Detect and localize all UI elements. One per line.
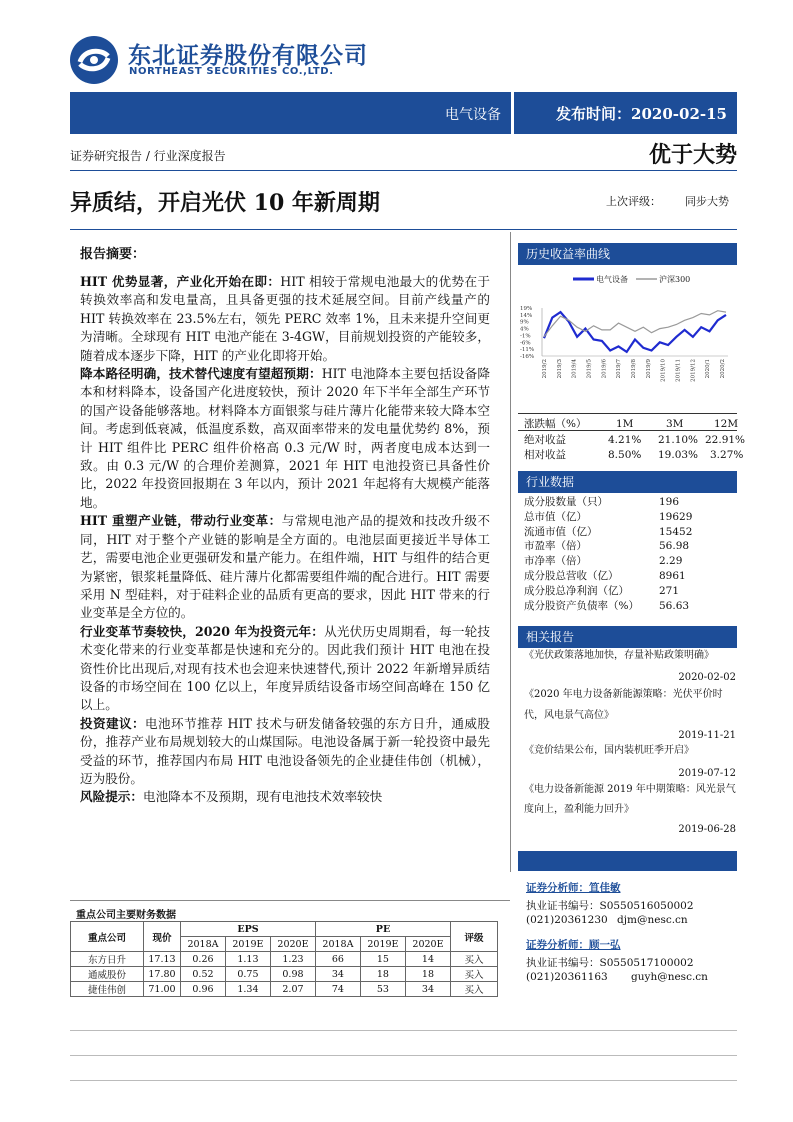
industry-data-row	[524, 495, 734, 510]
returns-col: 3M	[666, 418, 684, 430]
industry-data-heading: 行业数据	[518, 471, 737, 493]
returns-cell: 3.27%	[710, 449, 744, 461]
analyst-label: 证券分析师：	[526, 882, 589, 894]
y-tick-label: 9%	[520, 319, 529, 326]
x-tick-label: 2019/6	[601, 359, 608, 379]
analyst-label: 证券分析师：	[526, 939, 589, 951]
table-cell: 东方日升	[71, 952, 144, 967]
year-cell: 2019E	[360, 937, 405, 952]
kv-value: 271	[659, 584, 680, 597]
returns-cell: 19.03%	[658, 449, 699, 461]
table-cell: 买入	[451, 952, 498, 967]
abstract-paragraph	[80, 715, 490, 789]
table-row	[71, 967, 498, 982]
return-chart	[518, 268, 737, 401]
analyst-cert: 执业证书编号：S0550516050002	[526, 900, 694, 912]
table-cell: 通威股份	[71, 967, 144, 982]
table-cell: 0.98	[270, 967, 315, 982]
kv-value: 19629	[659, 510, 693, 523]
table-cell: 1.13	[225, 952, 270, 967]
abstract-paragraph	[80, 365, 490, 512]
related-report-link[interactable]: 《竞价结果公布，国内装机旺季开启》	[524, 745, 694, 756]
y-tick-label: -11%	[520, 347, 535, 354]
table-cell: 34	[315, 967, 360, 982]
table-cell: 0.75	[225, 967, 270, 982]
industry-data-row	[524, 554, 734, 569]
sector-label: 电气设备	[445, 107, 501, 123]
analyst-2	[526, 937, 621, 952]
industry-data-row	[524, 569, 734, 584]
year-cell: 2020E	[270, 937, 315, 952]
analyst-contact	[526, 971, 708, 983]
rating: 优于大势	[648, 142, 737, 168]
analyst-name[interactable]: 笪佳敏	[589, 882, 621, 894]
table-cell: 17.13	[144, 952, 181, 967]
paragraph-lead: 风险提示：	[80, 789, 143, 805]
kv-value: 2.29	[659, 555, 683, 568]
table-cell: 34	[405, 982, 450, 997]
company-logo-icon	[70, 36, 118, 84]
kv-key: 总市值（亿）	[524, 510, 587, 523]
divider	[70, 1055, 737, 1056]
table-cell: 买入	[451, 967, 498, 982]
returns-cell: 21.10%	[658, 434, 699, 446]
returns-header	[524, 417, 739, 431]
paragraph-lead: 降本路径明确，技术替代速度有望超预期：	[80, 366, 322, 382]
paragraph-lead: 投资建议：	[80, 715, 146, 731]
return-chart-svg	[518, 268, 737, 401]
previous-rating-label: 上次评级：	[606, 195, 661, 208]
table-cell: 53	[360, 982, 405, 997]
table-cell: 捷佳伟创	[71, 982, 144, 997]
kv-value: 15452	[659, 525, 693, 538]
previous-rating-value: 同步大势	[685, 195, 729, 208]
abstract-heading: 报告摘要：	[80, 247, 146, 262]
financials-title: 重点公司主要财务数据	[76, 910, 176, 921]
abstract-paragraph	[80, 623, 490, 715]
kv-value: 56.63	[659, 599, 690, 612]
returns-row	[524, 448, 744, 462]
year-cell: 2018A	[181, 937, 226, 952]
returns-cell: 4.21%	[608, 434, 642, 446]
table-cell: 17.80	[144, 967, 181, 982]
kv-key: 成分股总净利润（亿）	[524, 584, 629, 597]
kv-value: 8961	[659, 570, 686, 582]
legend-label: 电气设备	[596, 275, 628, 284]
returns-col: 12M	[714, 418, 739, 430]
financials-table	[70, 921, 498, 997]
kv-key: 成分股资产负债率（%）	[524, 599, 639, 612]
related-report-date: 2020-02-02	[678, 672, 736, 683]
year-cell: 2019E	[225, 937, 270, 952]
table-cell: 15	[360, 952, 405, 967]
returns-row	[524, 433, 746, 447]
paragraph-lead: HIT 优势显著，产业化开始在即：	[80, 274, 281, 289]
returns-col: 1M	[616, 418, 634, 430]
paragraph-text: HIT 相较于常规电池最大的优势在于转换效率高和发电量高，且具备更强的技术延展空间。目前产线量产的 HIT 转换效率在 23.5%左右，领先 PERC 效率 1%，且未来提升空间更为清晰。全球现有 HIT 电池产能在 3-4GW，目前规划投资的产能较多，随着成本逐步下降，HIT 的产业化即将开始。	[80, 274, 490, 363]
industry-data-row	[524, 525, 734, 540]
table-cell: 14	[405, 952, 450, 967]
industry-data-row	[524, 510, 734, 525]
divider	[518, 430, 737, 431]
returns-col: 涨跌幅（%）	[524, 418, 587, 430]
y-tick-label: 19%	[520, 306, 533, 312]
analyst-contact	[526, 914, 688, 926]
kv-key: 成分股数量（只）	[524, 496, 608, 508]
chart-heading: 历史收益率曲线	[518, 243, 737, 265]
paragraph-text: 电池环节推荐 HIT 技术与研发储备较强的东方日升，通威股份，推荐产业布局规划较大的山煤国际。电池设备属于新一轮投资中最先受益的环节，推荐国内布局 HIT 电池设备领先的企业捷佳伟创（机械），迈为股份。	[80, 715, 490, 786]
x-tick-label: 2019/12	[690, 359, 697, 382]
series-line-沪深300	[544, 311, 726, 337]
related-reports-heading: 相关报告	[518, 626, 737, 648]
table-cell: 0.26	[181, 952, 226, 967]
col-price: 现价	[144, 922, 181, 952]
table-cell: 0.96	[181, 982, 226, 997]
returns-cell: 8.50%	[608, 449, 642, 461]
x-tick-label: 2019/3	[556, 359, 563, 379]
divider	[70, 170, 737, 171]
company-name-cn: 东北证券股份有限公司	[128, 43, 368, 69]
returns-cell: 22.91%	[705, 434, 746, 446]
page-title: 异质结，开启光伏 10 年新周期	[70, 190, 380, 216]
table-cell: 18	[360, 967, 405, 982]
table-cell: 18	[405, 967, 450, 982]
table-cell: 1.34	[225, 982, 270, 997]
y-tick-label: -1%	[520, 333, 531, 340]
x-tick-label: 2019/2	[542, 359, 548, 379]
previous-rating	[606, 193, 729, 209]
col-company: 重点公司	[71, 922, 144, 952]
paragraph-text: 从光伏历史周期看，每一轮技术变化带来的行业变革都是快速和充分的。因此我们预计 HIT 电池在投资性价比出现后,对现有技术也会迎来快速替代,预计 2022 年新增异质结设备的市场空间在 100 亿以上，年度异质结设备市场空间高峰在 150 亿以上。	[80, 623, 491, 713]
abstract-body	[80, 273, 490, 807]
kv-key: 流通市值（亿）	[524, 525, 598, 538]
column-divider	[510, 232, 511, 872]
col-pe: PE	[315, 922, 450, 937]
series-line-电气设备	[544, 312, 726, 352]
x-tick-label: 2019/7	[616, 359, 623, 379]
table-cell: 买入	[451, 982, 498, 997]
analyst-cert: 执业证书编号：S0550517100002	[526, 957, 694, 969]
related-report-link[interactable]: 《电力设备新能源 2019 年中期策略：风光景气度向上，盈利能力回升》	[524, 784, 736, 815]
table-cell: 66	[315, 952, 360, 967]
x-tick-label: 2020/1	[705, 359, 712, 379]
industry-data-row	[524, 584, 734, 599]
kv-key: 成分股总营收（亿）	[524, 570, 619, 582]
col-rating: 评级	[451, 922, 498, 952]
divider	[70, 1030, 737, 1031]
analyst-name[interactable]: 顾一弘	[589, 939, 621, 951]
table-cell: 2.07	[270, 982, 315, 997]
analyst-email[interactable]: djm@nesc.cn	[617, 914, 688, 926]
date-banner	[514, 92, 737, 134]
abstract-paragraph	[80, 788, 490, 806]
abstract-paragraph	[80, 273, 490, 365]
analyst-phone: (021)20361230	[526, 914, 608, 926]
returns-cell: 绝对收益	[524, 434, 566, 446]
kv-value: 56.98	[659, 540, 690, 553]
publish-date: 发布时间：2020-02-15	[556, 105, 727, 123]
paragraph-lead: 行业变革节奏较快，2020 年为投资元年：	[80, 623, 325, 639]
y-tick-label: 14%	[520, 312, 533, 319]
table-row	[71, 952, 498, 967]
x-tick-label: 2019/10	[660, 359, 667, 382]
year-cell: 2020E	[405, 937, 450, 952]
table-cell: 1.23	[270, 952, 315, 967]
kv-key: 市盈率（倍）	[524, 540, 587, 553]
y-tick-label: -6%	[520, 340, 531, 347]
returns-cell: 相对收益	[524, 449, 566, 461]
legend-label: 沪深300	[659, 275, 691, 284]
paragraph-text: HIT 电池降本主要包括设备降本和材料降本，设备国产化进度较快，预计 2020 年下半年全部生产环节的国产设备能够落地。材料降本方面银浆与硅片薄片化能带来较大降本空间。考虑到低衰减，低温度系数，高双面率带来的发电量优势约 8%，预计 HIT 组件比 PERC 组件价格高 0.3 元/W 时，两者度电成本达到一致。由 0.3 元/W 的合理价差测算，2021 年 HIT 电池投资已具备性价比，2022 年投资回报期在 3 年以内，预计 2021 年起将有大规模产能落地。	[80, 366, 490, 510]
y-tick-label: 4%	[520, 326, 529, 333]
related-report-link[interactable]: 《光伏政策落地加快，存量补贴政策明确》	[524, 650, 714, 661]
separator-bar	[518, 851, 737, 871]
industry-data-row	[524, 599, 734, 614]
related-report-date: 2019-11-21	[678, 730, 736, 741]
table-cell: 0.52	[181, 967, 226, 982]
y-tick-label: -16%	[520, 354, 535, 360]
table-cell: 74	[315, 982, 360, 997]
sector-banner	[70, 92, 511, 134]
x-tick-label: 2019/11	[675, 359, 682, 382]
paragraph-text: 与常规电池产品的提效和技改升级不同，HIT 对于整个产业链的影响是全方面的。电池层面更接近半导体工艺，需要电池企业更强研发和量产能力。在组件端，HIT 与组件的结合更为紧密，银浆耗量降低、硅片薄片化都需要组件端的配合进行。HIT 需要采用 N 型硅料，对于硅料企业的品质有更高的要求，因此 HIT 带来的行业变革是全方位的。	[80, 513, 491, 621]
analyst-phone: (021)20361163	[526, 971, 608, 983]
kv-key: 市净率（倍）	[524, 555, 587, 568]
year-cell: 2018A	[315, 937, 360, 952]
paragraph-lead: HIT 重塑产业链，带动行业变革：	[80, 513, 282, 529]
table-header-row	[71, 922, 498, 937]
table-row	[71, 982, 498, 997]
x-tick-label: 2019/9	[645, 359, 652, 379]
abstract-paragraph	[80, 512, 490, 622]
divider	[70, 1080, 737, 1081]
kv-value: 196	[659, 496, 680, 508]
analyst-1	[526, 880, 621, 895]
x-tick-label: 2020/2	[720, 359, 726, 379]
x-tick-label: 2019/4	[571, 359, 578, 379]
table-cell: 71.00	[144, 982, 181, 997]
divider	[70, 900, 510, 901]
related-report-date: 2019-06-28	[678, 824, 736, 835]
paragraph-text: 电池降本不及预期，现有电池技术效率较快	[142, 789, 383, 805]
related-report-link[interactable]: 《2020 年电力设备新能源策略：光伏平价时代，风电景气高位》	[524, 689, 723, 721]
x-tick-label: 2019/8	[631, 359, 637, 379]
company-name-en: NORTHEAST SECURITIES CO.,LTD.	[129, 66, 334, 77]
industry-data-row	[524, 539, 734, 554]
divider	[518, 413, 737, 414]
analyst-email[interactable]: guyh@nesc.cn	[631, 971, 708, 983]
x-tick-label: 2019/5	[586, 359, 593, 379]
divider	[70, 229, 737, 230]
related-report-date: 2019-07-12	[678, 768, 736, 779]
col-eps: EPS	[181, 922, 316, 937]
report-type: 证券研究报告 / 行业深度报告	[70, 149, 226, 163]
